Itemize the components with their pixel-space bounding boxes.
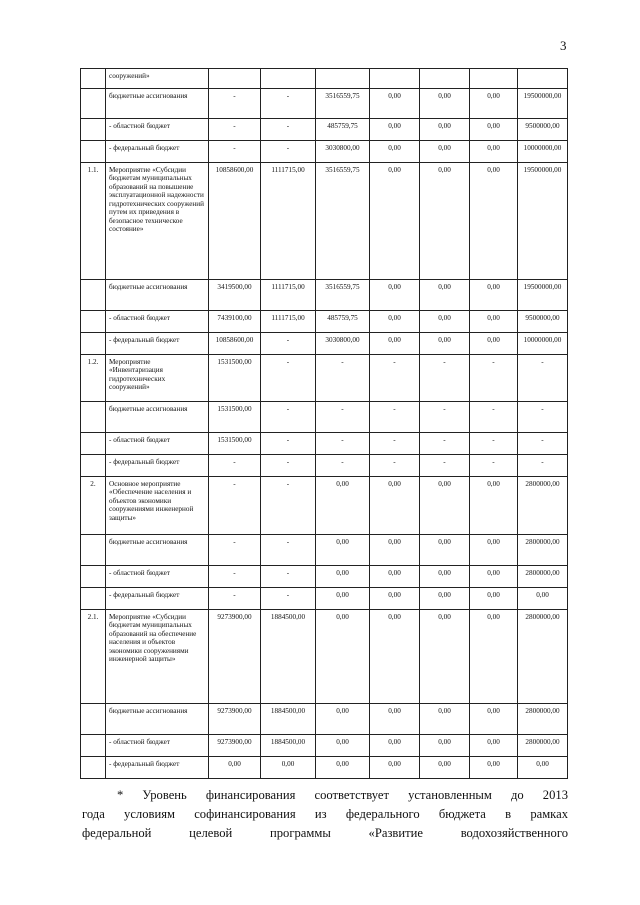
- value-cell: -: [261, 455, 316, 477]
- row-label: - федеральный бюджет: [106, 333, 209, 355]
- table-row: [81, 455, 568, 477]
- value-cell: 1111715,00: [261, 280, 316, 311]
- value-cell: 0,00: [518, 757, 568, 779]
- value-cell: 19500000,00: [518, 89, 568, 119]
- value-cell: -: [470, 402, 518, 433]
- table-row: [81, 69, 568, 89]
- value-cell: -: [518, 402, 568, 433]
- value-cell: -: [209, 477, 261, 535]
- value-cell: 0,00: [370, 757, 420, 779]
- value-cell: 0,00: [420, 735, 470, 757]
- value-cell: 0,00: [370, 735, 420, 757]
- value-cell: 0,00: [470, 119, 518, 141]
- value-cell: -: [420, 402, 470, 433]
- value-cell: [470, 69, 518, 89]
- value-cell: -: [316, 402, 370, 433]
- table-row: [81, 477, 568, 535]
- value-cell: -: [261, 333, 316, 355]
- value-cell: 1531500,00: [209, 433, 261, 455]
- row-label: - федеральный бюджет: [106, 757, 209, 779]
- value-cell: 0,00: [370, 280, 420, 311]
- value-cell: -: [420, 433, 470, 455]
- row-label: - федеральный бюджет: [106, 141, 209, 163]
- row-index: [81, 141, 106, 163]
- row-index: [81, 455, 106, 477]
- value-cell: -: [261, 89, 316, 119]
- value-cell: 3030800,00: [316, 333, 370, 355]
- value-cell: 0,00: [470, 704, 518, 735]
- row-label: Основное мероприятие «Обеспечение населения и объектов экономики сооружениями инженерной защиты»: [106, 477, 209, 535]
- value-cell: 0,00: [316, 610, 370, 704]
- table-row: [81, 333, 568, 355]
- value-cell: 0,00: [370, 610, 420, 704]
- value-cell: -: [261, 535, 316, 566]
- row-index: [81, 89, 106, 119]
- value-cell: 0,00: [420, 163, 470, 280]
- value-cell: 0,00: [470, 610, 518, 704]
- row-index: 2.1.: [81, 610, 106, 704]
- value-cell: 2800000,00: [518, 704, 568, 735]
- value-cell: 0,00: [420, 566, 470, 588]
- value-cell: 2800000,00: [518, 610, 568, 704]
- value-cell: 2800000,00: [518, 535, 568, 566]
- row-label: - областной бюджет: [106, 735, 209, 757]
- value-cell: 19500000,00: [518, 280, 568, 311]
- table-row: [81, 535, 568, 566]
- row-label: бюджетные ассигнования: [106, 280, 209, 311]
- value-cell: 0,00: [370, 141, 420, 163]
- value-cell: 9273900,00: [209, 704, 261, 735]
- value-cell: 3030800,00: [316, 141, 370, 163]
- value-cell: [316, 69, 370, 89]
- value-cell: -: [470, 433, 518, 455]
- value-cell: 485759,75: [316, 311, 370, 333]
- value-cell: -: [209, 455, 261, 477]
- value-cell: [420, 69, 470, 89]
- value-cell: -: [261, 588, 316, 610]
- row-index: [81, 757, 106, 779]
- value-cell: 1111715,00: [261, 311, 316, 333]
- value-cell: -: [261, 477, 316, 535]
- row-index: [81, 433, 106, 455]
- value-cell: 0,00: [470, 141, 518, 163]
- value-cell: 0,00: [370, 566, 420, 588]
- value-cell: 0,00: [420, 89, 470, 119]
- value-cell: 9273900,00: [209, 735, 261, 757]
- table-row: [81, 141, 568, 163]
- row-index: 1.2.: [81, 355, 106, 402]
- row-label: - областной бюджет: [106, 566, 209, 588]
- value-cell: 0,00: [316, 735, 370, 757]
- row-index: [81, 333, 106, 355]
- value-cell: 0,00: [470, 89, 518, 119]
- value-cell: -: [470, 455, 518, 477]
- value-cell: 1111715,00: [261, 163, 316, 280]
- value-cell: 2800000,00: [518, 566, 568, 588]
- value-cell: 485759,75: [316, 119, 370, 141]
- value-cell: 1531500,00: [209, 402, 261, 433]
- row-index: [81, 535, 106, 566]
- value-cell: 0,00: [470, 566, 518, 588]
- row-label: Мероприятие «Субсидии бюджетам муниципальных образований на повышение эксплуатационной надежности гидротехнических сооружений путем их приведения в безопасное техническое состояние»: [106, 163, 209, 280]
- value-cell: 0,00: [316, 588, 370, 610]
- value-cell: 0,00: [420, 311, 470, 333]
- table-row: [81, 735, 568, 757]
- value-cell: 0,00: [370, 704, 420, 735]
- value-cell: 3516559,75: [316, 89, 370, 119]
- value-cell: 9500000,00: [518, 119, 568, 141]
- value-cell: 0,00: [420, 535, 470, 566]
- value-cell: 0,00: [420, 610, 470, 704]
- footnote: [82, 786, 568, 843]
- value-cell: 0,00: [370, 89, 420, 119]
- row-label: - областной бюджет: [106, 433, 209, 455]
- value-cell: 0,00: [316, 566, 370, 588]
- table-row: [81, 402, 568, 433]
- value-cell: -: [370, 355, 420, 402]
- value-cell: 0,00: [209, 757, 261, 779]
- row-label: Мероприятие «Инвентаризация гидротехнических сооружений»: [106, 355, 209, 402]
- value-cell: -: [518, 433, 568, 455]
- value-cell: -: [261, 402, 316, 433]
- row-label: Мероприятие «Субсидии бюджетам муниципальных образований на обеспечение населения и объектов экономики сооружениями инженерной защиты»: [106, 610, 209, 704]
- value-cell: -: [518, 355, 568, 402]
- value-cell: 0,00: [518, 588, 568, 610]
- table-row: [81, 757, 568, 779]
- row-label: бюджетные ассигнования: [106, 704, 209, 735]
- row-label: бюджетные ассигнования: [106, 402, 209, 433]
- value-cell: 10000000,00: [518, 141, 568, 163]
- table-row: [81, 355, 568, 402]
- footnote-line-2: года условиям софинансирования из федерального бюджета в рамках: [82, 807, 568, 821]
- value-cell: 0,00: [420, 704, 470, 735]
- footnote-line-3: федеральной целевой программы «Развитие водохозяйственного: [82, 826, 568, 840]
- row-index: 1.1.: [81, 163, 106, 280]
- table-row: [81, 280, 568, 311]
- value-cell: 0,00: [420, 588, 470, 610]
- value-cell: -: [370, 433, 420, 455]
- value-cell: -: [518, 455, 568, 477]
- value-cell: 0,00: [470, 311, 518, 333]
- row-label: - федеральный бюджет: [106, 455, 209, 477]
- value-cell: -: [420, 355, 470, 402]
- table-row: [81, 311, 568, 333]
- value-cell: 0,00: [470, 735, 518, 757]
- value-cell: -: [261, 566, 316, 588]
- value-cell: -: [420, 455, 470, 477]
- row-label: бюджетные ассигнования: [106, 535, 209, 566]
- row-label: сооружений»: [106, 69, 209, 89]
- value-cell: 9500000,00: [518, 311, 568, 333]
- value-cell: 3516559,75: [316, 163, 370, 280]
- row-label: бюджетные ассигнования: [106, 89, 209, 119]
- row-index: 2.: [81, 477, 106, 535]
- value-cell: 9273900,00: [209, 610, 261, 704]
- row-index: [81, 69, 106, 89]
- value-cell: 1884500,00: [261, 610, 316, 704]
- table-row: [81, 163, 568, 280]
- row-index: [81, 566, 106, 588]
- value-cell: 0,00: [420, 280, 470, 311]
- value-cell: 0,00: [470, 535, 518, 566]
- value-cell: 2800000,00: [518, 735, 568, 757]
- value-cell: 0,00: [420, 119, 470, 141]
- value-cell: 0,00: [261, 757, 316, 779]
- page-number: 3: [560, 38, 567, 53]
- table-row: [81, 588, 568, 610]
- value-cell: 0,00: [470, 163, 518, 280]
- value-cell: 0,00: [316, 477, 370, 535]
- row-index: [81, 119, 106, 141]
- value-cell: 0,00: [420, 477, 470, 535]
- value-cell: 0,00: [470, 588, 518, 610]
- value-cell: -: [261, 433, 316, 455]
- table-row: [81, 433, 568, 455]
- row-label: - областной бюджет: [106, 119, 209, 141]
- value-cell: 0,00: [470, 477, 518, 535]
- value-cell: 7439100,00: [209, 311, 261, 333]
- value-cell: -: [209, 535, 261, 566]
- value-cell: 0,00: [316, 757, 370, 779]
- value-cell: -: [316, 455, 370, 477]
- value-cell: 0,00: [370, 477, 420, 535]
- value-cell: 0,00: [420, 333, 470, 355]
- value-cell: 3419500,00: [209, 280, 261, 311]
- value-cell: 0,00: [470, 333, 518, 355]
- value-cell: [209, 69, 261, 89]
- funding-table: [80, 68, 568, 779]
- row-label: - областной бюджет: [106, 311, 209, 333]
- value-cell: -: [209, 141, 261, 163]
- value-cell: 0,00: [470, 757, 518, 779]
- value-cell: 0,00: [316, 704, 370, 735]
- value-cell: -: [370, 455, 420, 477]
- value-cell: 0,00: [370, 535, 420, 566]
- value-cell: 0,00: [420, 757, 470, 779]
- value-cell: -: [261, 141, 316, 163]
- value-cell: 0,00: [370, 119, 420, 141]
- table-row: [81, 566, 568, 588]
- row-index: [81, 588, 106, 610]
- table-row: [81, 89, 568, 119]
- row-index: [81, 735, 106, 757]
- value-cell: 0,00: [370, 311, 420, 333]
- value-cell: [370, 69, 420, 89]
- value-cell: -: [209, 588, 261, 610]
- value-cell: 19500000,00: [518, 163, 568, 280]
- value-cell: 1531500,00: [209, 355, 261, 402]
- row-index: [81, 280, 106, 311]
- value-cell: [518, 69, 568, 89]
- value-cell: -: [316, 433, 370, 455]
- row-index: [81, 311, 106, 333]
- table-body: [81, 69, 568, 779]
- value-cell: -: [209, 119, 261, 141]
- footnote-line-1: * Уровень финансирования соответствует установленным до 2013: [117, 788, 568, 802]
- value-cell: 1884500,00: [261, 704, 316, 735]
- value-cell: 10858600,00: [209, 163, 261, 280]
- value-cell: -: [370, 402, 420, 433]
- table-row: [81, 704, 568, 735]
- value-cell: -: [261, 355, 316, 402]
- value-cell: 2800000,00: [518, 477, 568, 535]
- row-index: [81, 402, 106, 433]
- value-cell: 0,00: [370, 333, 420, 355]
- table-row: [81, 610, 568, 704]
- value-cell: 0,00: [316, 535, 370, 566]
- value-cell: 0,00: [420, 141, 470, 163]
- row-index: [81, 704, 106, 735]
- value-cell: 0,00: [370, 588, 420, 610]
- value-cell: -: [209, 89, 261, 119]
- value-cell: 0,00: [470, 280, 518, 311]
- row-label: - федеральный бюджет: [106, 588, 209, 610]
- value-cell: -: [316, 355, 370, 402]
- value-cell: 0,00: [370, 163, 420, 280]
- value-cell: 10000000,00: [518, 333, 568, 355]
- table-row: [81, 119, 568, 141]
- value-cell: -: [209, 566, 261, 588]
- value-cell: 10858600,00: [209, 333, 261, 355]
- value-cell: 1884500,00: [261, 735, 316, 757]
- value-cell: [261, 69, 316, 89]
- value-cell: -: [470, 355, 518, 402]
- value-cell: 3516559,75: [316, 280, 370, 311]
- value-cell: -: [261, 119, 316, 141]
